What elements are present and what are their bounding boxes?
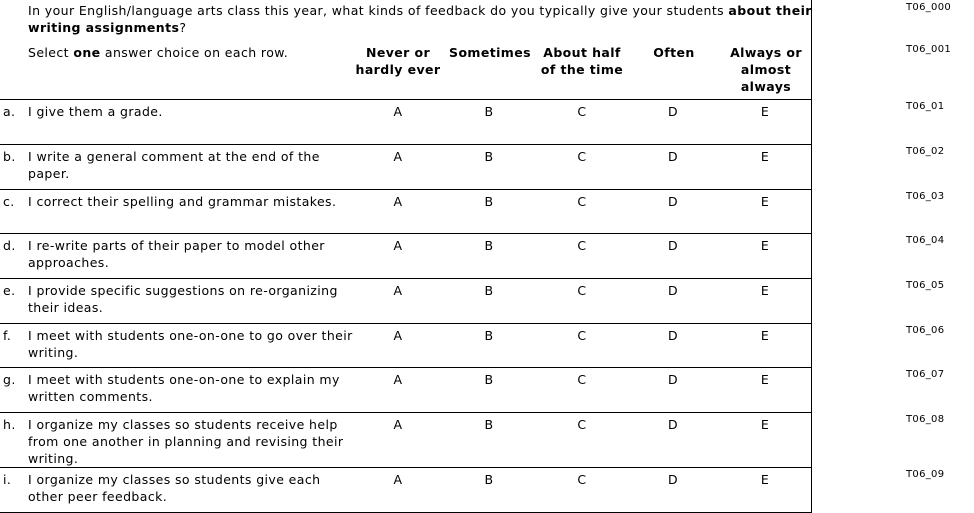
instruction-text: Select one answer choice on each row. — [28, 45, 289, 60]
answer-option-d[interactable]: D — [667, 283, 679, 298]
row-code: T06_08 — [906, 414, 945, 425]
row-statement: I meet with students one-on-one to go over their writing. — [28, 328, 353, 360]
answer-option-c[interactable]: C — [577, 238, 587, 253]
answer-option-b[interactable]: B — [484, 149, 494, 164]
row-letter: c. — [3, 194, 15, 209]
header-code: T06_000 — [906, 2, 952, 13]
answer-option-d[interactable]: D — [667, 472, 679, 487]
column-header-sometimes: Sometimes — [449, 45, 531, 60]
row-statement: I give them a grade. — [28, 104, 163, 119]
row-statement: I organize my classes so students receive help from one another in planning and revising their writing. — [28, 417, 344, 466]
row-letter: d. — [3, 238, 16, 253]
column-header-about-half: About half of the time — [540, 45, 624, 77]
answer-option-c[interactable]: C — [577, 194, 587, 209]
answer-option-b[interactable]: B — [484, 472, 494, 487]
row-code: T06_09 — [906, 469, 945, 480]
row-letter: e. — [3, 283, 16, 298]
question-row — [0, 413, 811, 468]
row-code: T06_01 — [906, 101, 945, 112]
row-statement: I provide specific suggestions on re-organizing their ideas. — [28, 283, 338, 315]
question-row — [0, 468, 811, 513]
column-header-always: Always or almost always — [730, 45, 802, 94]
question-row — [0, 100, 811, 145]
answer-option-d[interactable]: D — [667, 328, 679, 343]
answer-option-d[interactable]: D — [667, 194, 679, 209]
answer-option-c[interactable]: C — [577, 149, 587, 164]
row-letter: b. — [3, 149, 16, 164]
answer-option-e[interactable]: E — [760, 417, 770, 432]
row-code: T06_04 — [906, 235, 945, 246]
answer-option-a[interactable]: A — [393, 328, 403, 343]
row-letter: h. — [3, 417, 16, 432]
answer-option-a[interactable]: A — [393, 194, 403, 209]
answer-option-a[interactable]: A — [393, 238, 403, 253]
row-statement: I write a general comment at the end of the paper. — [28, 149, 320, 181]
row-code: T06_07 — [906, 369, 945, 380]
answer-option-a[interactable]: A — [393, 104, 403, 119]
answer-option-b[interactable]: B — [484, 372, 494, 387]
answer-option-c[interactable]: C — [577, 417, 587, 432]
answer-option-e[interactable]: E — [760, 472, 770, 487]
answer-option-e[interactable]: E — [760, 238, 770, 253]
answer-option-b[interactable]: B — [484, 104, 494, 119]
answer-option-d[interactable]: D — [667, 372, 679, 387]
row-statement: I organize my classes so students give each other peer feedback. — [28, 472, 321, 504]
answer-option-d[interactable]: D — [667, 238, 679, 253]
row-letter: g. — [3, 372, 16, 387]
answer-option-a[interactable]: A — [393, 372, 403, 387]
answer-option-e[interactable]: E — [760, 372, 770, 387]
answer-option-c[interactable]: C — [577, 328, 587, 343]
row-code: T06_03 — [906, 191, 945, 202]
answer-option-d[interactable]: D — [667, 417, 679, 432]
answer-option-e[interactable]: E — [760, 328, 770, 343]
column-header-often: Often — [653, 45, 695, 60]
row-code: T06_06 — [906, 325, 945, 336]
answer-option-e[interactable]: E — [760, 149, 770, 164]
answer-option-a[interactable]: A — [393, 472, 403, 487]
question-row — [0, 234, 811, 279]
answer-option-d[interactable]: D — [667, 104, 679, 119]
question-row — [0, 324, 811, 368]
answer-option-c[interactable]: C — [577, 104, 587, 119]
answer-option-e[interactable]: E — [760, 283, 770, 298]
row-letter: f. — [3, 328, 12, 343]
row-statement: I re-write parts of their paper to model other approaches. — [28, 238, 325, 270]
question-row — [0, 190, 811, 234]
answer-option-b[interactable]: B — [484, 417, 494, 432]
question-row — [0, 145, 811, 190]
row-code: T06_05 — [906, 280, 945, 291]
answer-option-e[interactable]: E — [760, 194, 770, 209]
answer-option-c[interactable]: C — [577, 372, 587, 387]
row-statement: I meet with students one-on-one to explain my written comments. — [28, 372, 340, 404]
answer-option-b[interactable]: B — [484, 238, 494, 253]
answer-option-a[interactable]: A — [393, 283, 403, 298]
row-letter: i. — [3, 472, 12, 487]
answer-option-a[interactable]: A — [393, 417, 403, 432]
answer-option-c[interactable]: C — [577, 283, 587, 298]
answer-option-b[interactable]: B — [484, 194, 494, 209]
question-text: In your English/language arts class this year, what kinds of feedback do you typically give your students about their writing assignments? — [28, 3, 812, 35]
column-header-never: Never or hardly ever — [355, 45, 441, 77]
answer-option-b[interactable]: B — [484, 328, 494, 343]
answer-option-c[interactable]: C — [577, 472, 587, 487]
answer-option-e[interactable]: E — [760, 104, 770, 119]
question-row — [0, 279, 811, 324]
answer-option-d[interactable]: D — [667, 149, 679, 164]
answer-option-b[interactable]: B — [484, 283, 494, 298]
header-code: T06_001 — [906, 44, 952, 55]
question-row — [0, 368, 811, 413]
row-statement: I correct their spelling and grammar mistakes. — [28, 194, 337, 209]
row-letter: a. — [3, 104, 16, 119]
row-code: T06_02 — [906, 146, 945, 157]
answer-option-a[interactable]: A — [393, 149, 403, 164]
